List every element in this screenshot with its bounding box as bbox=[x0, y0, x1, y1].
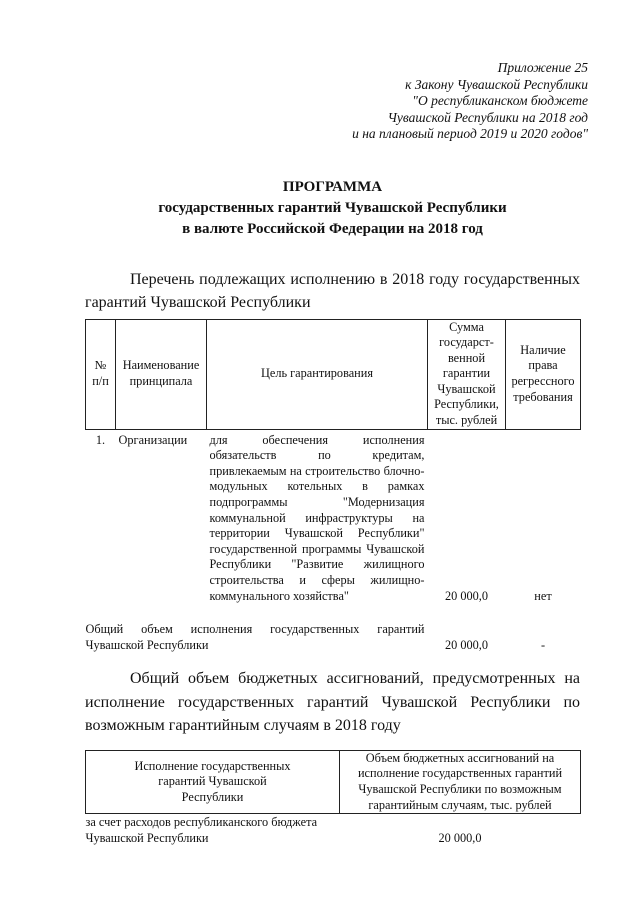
table-header-row bbox=[86, 319, 581, 429]
section2-heading: Общий объем бюджетных ассигнований, предусмотренных на исполнение государственных гарантий Чувашской Республики по возможным гарантийным случаям в 2018 году bbox=[85, 670, 580, 735]
annex-line: к Закону Чувашской Республики bbox=[405, 76, 588, 92]
row-amount: 20 000,0 bbox=[438, 830, 482, 845]
total-row bbox=[86, 604, 581, 653]
header-volume: Объем бюджетных ассигнований на исполнение государственных гарантий Чувашской Республики по возможным гарантийным случаям, тыс. рублей bbox=[340, 750, 581, 813]
row-source: за счет расходов республиканского бюджета Чувашской Республики bbox=[85, 815, 318, 845]
header-execution: Исполнение государственных гарантий Чувашской Республики bbox=[86, 750, 340, 813]
title-line: государственных гарантий Чувашской Республики bbox=[158, 199, 507, 216]
document-title bbox=[0, 177, 640, 240]
title-line: в валюте Российской Федерации на 2018 год bbox=[182, 220, 483, 237]
guarantees-table bbox=[85, 319, 581, 654]
total-regress: - bbox=[540, 637, 546, 652]
row-purpose: для обеспечения исполнения обязательств по кредитам, привлекаемым на строительство блочно-модульных котельных в рамках подпрограммы "Модернизация коммунальной инфраструктуры на территории Чувашской Республики" государственной программы Чувашской Республики "Развитие жилищного строительства и сферы жилищно-коммунального хозяйства" bbox=[209, 432, 425, 603]
annex-line: Чувашской Республики на 2018 год bbox=[387, 109, 588, 125]
header-regress: Наличие права регрессного требования bbox=[506, 319, 581, 429]
row-regress: нет bbox=[534, 588, 552, 603]
header-purpose: Цель гарантирования bbox=[207, 319, 428, 429]
header-amount: Сумма государст-венной гарантии Чувашской Республики, тыс. рублей bbox=[428, 319, 506, 429]
row-principal: Организации bbox=[118, 432, 188, 447]
table-header-row bbox=[86, 750, 581, 813]
title-line: ПРОГРАММА bbox=[282, 178, 383, 195]
total-amount: 20 000,0 bbox=[444, 637, 489, 652]
row-amount: 20 000,0 bbox=[444, 588, 489, 603]
row-num: 1. bbox=[95, 432, 106, 447]
annex-line: и на плановый период 2019 и 2020 годов" bbox=[352, 126, 588, 141]
annex-line: Приложение 25 bbox=[497, 60, 588, 75]
annex-line: "О республиканском бюджете bbox=[412, 93, 588, 108]
annex-header bbox=[85, 60, 588, 143]
table-row bbox=[86, 814, 581, 847]
header-principal: Наименование принципала bbox=[116, 319, 207, 429]
total-label: Общий объем исполнения государственных гарантий Чувашской Республики bbox=[85, 622, 425, 652]
header-num: № п/п bbox=[86, 319, 116, 429]
appropriations-table bbox=[85, 750, 581, 847]
table-row bbox=[86, 429, 581, 604]
section1-heading: Перечень подлежащих исполнению в 2018 году государственных гарантий Чувашской Республики bbox=[85, 270, 580, 311]
